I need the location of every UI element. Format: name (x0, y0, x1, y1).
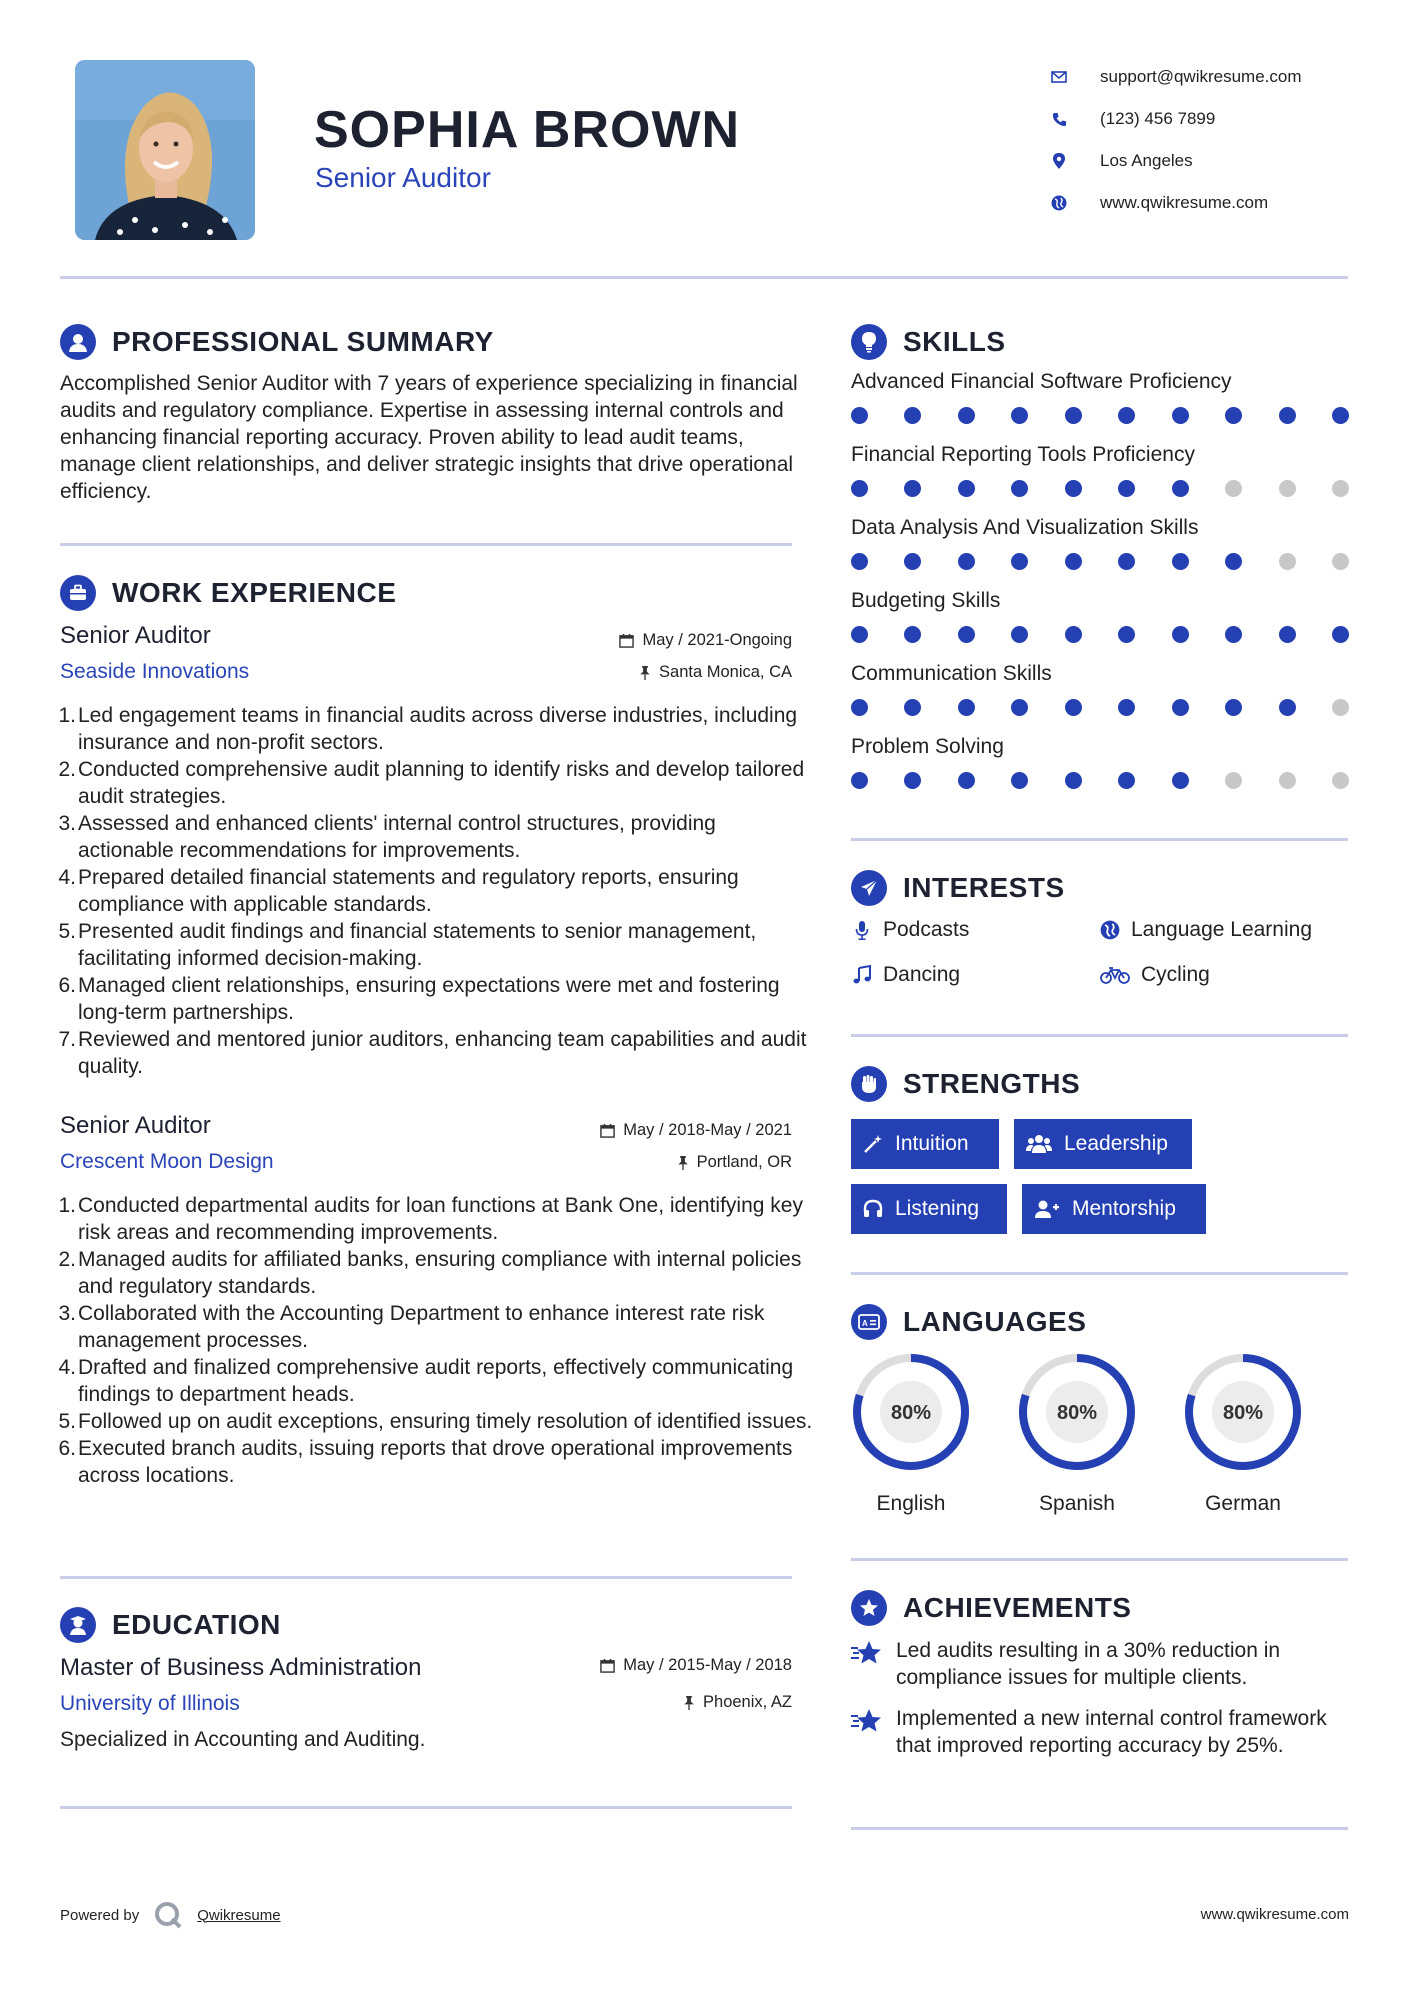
language-item (1181, 1350, 1305, 1516)
skill-name: Budgeting Skills (851, 589, 1001, 612)
education-degree: Master of Business Administration (60, 1654, 422, 1681)
summary-heading (60, 324, 494, 360)
star-icon (851, 1640, 885, 1691)
skill-dot-filled (1225, 553, 1242, 570)
skill-dot-filled (1118, 626, 1135, 643)
education-dates-text: May / 2015-May / 2018 (623, 1656, 792, 1674)
job-1-location-text: Santa Monica, CA (659, 663, 792, 681)
job-1-location (639, 663, 792, 682)
interest-label: Podcasts (883, 918, 970, 941)
graduate-icon (60, 1607, 96, 1643)
skill-dot-empty (1332, 553, 1349, 570)
powered-by-text: Powered by (60, 1906, 140, 1924)
skill-dot-filled (1065, 772, 1082, 789)
user-plus-icon (1034, 1199, 1060, 1219)
experience-title: WORK EXPERIENCE (112, 577, 397, 608)
summary-divider (60, 543, 792, 546)
contact-location-text: Los Angeles (1100, 151, 1193, 170)
skill-dot-filled (904, 772, 921, 789)
skill-dot-filled (1011, 553, 1028, 570)
language-ring (1181, 1350, 1305, 1474)
skills-heading (851, 324, 1006, 360)
map-pin-icon (1050, 152, 1068, 170)
skill-rating (851, 624, 1349, 644)
skill-dot-filled (904, 626, 921, 643)
strengths-divider (851, 1272, 1348, 1275)
paper-plane-icon (851, 870, 887, 906)
interests-heading (851, 870, 1065, 906)
strength-tag-listening (851, 1184, 1007, 1234)
briefcase-icon (60, 575, 96, 611)
calendar-icon (619, 633, 634, 648)
skill-rating (851, 478, 1349, 498)
skill-dot-filled (851, 480, 868, 497)
skill-dot-filled (958, 699, 975, 716)
strength-label: Mentorship (1072, 1197, 1176, 1220)
profile-photo (75, 60, 255, 240)
headphones-icon (863, 1199, 883, 1219)
skill-rating (851, 551, 1349, 571)
interest-item-podcasts (851, 918, 969, 942)
skill-dot-filled (1118, 772, 1135, 789)
language-percent: 80% (1222, 1402, 1264, 1424)
skill-dot-filled (1065, 553, 1082, 570)
list-item: 3. Collaborated with the Accounting Department to enhance interest rate risk management processes. (58, 1302, 765, 1352)
music-note-icon (851, 964, 873, 986)
skill-dot-filled (1065, 626, 1082, 643)
skill-dot-filled (1118, 553, 1135, 570)
skill-rating (851, 405, 1349, 425)
skill-dot-filled (958, 480, 975, 497)
achievements-heading (851, 1590, 1131, 1626)
contact-list (1050, 56, 1370, 224)
skill-dot-filled (1118, 407, 1135, 424)
achievements-title: ACHIEVEMENTS (903, 1592, 1132, 1623)
skill-dot-filled (1011, 772, 1028, 789)
language-ring (1015, 1350, 1139, 1474)
skill-dot-filled (1118, 480, 1135, 497)
skill-dot-filled (958, 626, 975, 643)
calendar-icon (600, 1658, 615, 1673)
skill-name: Financial Reporting Tools Proficiency (851, 443, 1195, 466)
contact-phone[interactable] (1050, 98, 1370, 140)
job-2-title: Senior Auditor (60, 1112, 211, 1139)
language-item (1015, 1350, 1139, 1516)
language-percent: 80% (1056, 1402, 1098, 1424)
job-2-dates (600, 1121, 792, 1140)
bicycle-icon (1099, 964, 1131, 986)
skill-dot-filled (851, 772, 868, 789)
skill-name: Data Analysis And Visualization Skills (851, 516, 1199, 539)
language-item (849, 1350, 973, 1516)
education-dates (600, 1656, 792, 1675)
achievements-divider (851, 1827, 1348, 1830)
language-name: English (876, 1492, 946, 1515)
skill-dot-empty (1332, 480, 1349, 497)
globe-icon (1099, 919, 1121, 941)
skill-dot-filled (1279, 626, 1296, 643)
skill-dot-filled (1172, 480, 1189, 497)
candidate-name: SOPHIA BROWN (314, 101, 741, 159)
skills-title: SKILLS (903, 326, 1006, 357)
contact-website-text: www.qwikresume.com (1100, 193, 1269, 212)
skill-dot-filled (904, 699, 921, 716)
language-name: Spanish (1039, 1492, 1115, 1515)
skill-dot-filled (1172, 699, 1189, 716)
skill-dot-empty (1332, 699, 1349, 716)
skill-dot-filled (1118, 699, 1135, 716)
skill-dot-empty (1279, 480, 1296, 497)
education-location-text: Phoenix, AZ (703, 1693, 792, 1711)
skill-dot-empty (1225, 480, 1242, 497)
skill-dot-filled (1279, 699, 1296, 716)
strength-tag-intuition (851, 1119, 999, 1169)
pushpin-icon (683, 1695, 695, 1710)
calendar-icon (600, 1123, 615, 1138)
contact-phone-text: (123) 456 7899 (1100, 109, 1216, 128)
skill-name: Advanced Financial Software Proficiency (851, 370, 1232, 393)
list-item: 6. Executed branch audits, issuing reports that drove operational improvements across locations. (58, 1437, 793, 1487)
interests-divider (851, 1034, 1348, 1037)
magic-wand-icon (863, 1134, 883, 1154)
list-item: 5. Presented audit findings and financial statements to senior management, facilitating informed decision-making. (58, 920, 757, 970)
skill-dot-filled (1065, 480, 1082, 497)
skill-name: Communication Skills (851, 662, 1052, 685)
contact-website[interactable] (1050, 182, 1370, 224)
skill-dot-filled (1011, 480, 1028, 497)
skill-dot-empty (1279, 772, 1296, 789)
skill-dot-filled (1011, 699, 1028, 716)
star-icon (851, 1708, 885, 1759)
list-item: 6. Managed client relationships, ensuring expectations were met and fostering long-term partnerships. (58, 974, 780, 1024)
skill-dot-filled (1225, 699, 1242, 716)
language-percent: 80% (890, 1402, 932, 1424)
job-1-dates (619, 631, 792, 650)
list-item: 1. Conducted departmental audits for loan functions at Bank One, identifying key risk areas and recommending improvements. (58, 1194, 803, 1244)
skill-dot-filled (851, 553, 868, 570)
footer-powered-by (60, 1900, 281, 1930)
skill-dot-filled (958, 553, 975, 570)
pushpin-icon (639, 665, 651, 680)
skill-dot-filled (1172, 772, 1189, 789)
education-location (683, 1693, 792, 1712)
skill-dot-empty (1225, 772, 1242, 789)
strength-label: Intuition (895, 1132, 969, 1155)
lightbulb-icon (851, 324, 887, 360)
strength-tag-leadership (1014, 1119, 1192, 1169)
job-2-dates-text: May / 2018-May / 2021 (623, 1121, 792, 1139)
education-title: EDUCATION (112, 1609, 281, 1640)
list-item: 7. Reviewed and mentored junior auditors, enhancing team capabilities and audit quality. (58, 1028, 807, 1078)
skill-dot-filled (851, 626, 868, 643)
skill-dot-filled (1332, 407, 1349, 424)
skill-dot-filled (1279, 407, 1296, 424)
envelope-icon (1050, 68, 1068, 86)
header-divider (60, 276, 1348, 279)
skill-dot-filled (1172, 407, 1189, 424)
interests-title: INTERESTS (903, 872, 1065, 903)
job-2-bullets (55, 1192, 815, 1489)
skill-dot-filled (1011, 626, 1028, 643)
skills-divider (851, 838, 1348, 841)
strengths-title: STRENGTHS (903, 1068, 1081, 1099)
languages-heading (851, 1304, 1086, 1340)
skill-dot-filled (1172, 626, 1189, 643)
contact-email-text: support@qwikresume.com (1100, 67, 1302, 86)
skill-dot-filled (904, 480, 921, 497)
skill-name: Problem Solving (851, 735, 1004, 758)
education-school: University of Illinois (60, 1692, 240, 1715)
interest-item-language-learning (1099, 918, 1312, 942)
list-item: 4. Prepared detailed financial statements and regulatory reports, ensuring compliance with applicable standards. (58, 866, 739, 916)
achievement-text: Led audits resulting in a 30% reduction in compliance issues for multiple clients. (896, 1639, 1281, 1689)
interest-label: Cycling (1141, 963, 1210, 986)
raised-fist-icon (851, 1066, 887, 1102)
skill-dot-filled (851, 407, 868, 424)
experience-divider (60, 1576, 792, 1579)
skill-rating (851, 697, 1349, 717)
experience-heading (60, 575, 396, 611)
user-icon (60, 324, 96, 360)
achievement-item (851, 1705, 1351, 1759)
skill-dot-filled (1332, 626, 1349, 643)
pushpin-icon (677, 1155, 689, 1170)
globe-icon (1050, 194, 1068, 212)
phone-icon (1050, 110, 1068, 128)
interest-label: Language Learning (1131, 918, 1313, 941)
achievement-text: Implemented a new internal control framework that improved reporting accuracy by 25%. (896, 1707, 1327, 1757)
skill-dot-filled (1225, 407, 1242, 424)
svg-text:A: A (862, 1319, 869, 1328)
list-item: 2. Conducted comprehensive audit planning to identify risks and develop tailored audit strategies. (58, 758, 805, 808)
languages-title: LANGUAGES (903, 1306, 1087, 1337)
skill-dot-filled (1225, 626, 1242, 643)
languages-divider (851, 1558, 1348, 1561)
interest-item-dancing (851, 963, 960, 987)
skill-dot-empty (1332, 772, 1349, 789)
strength-tag-mentorship (1022, 1184, 1206, 1234)
skill-dot-filled (958, 407, 975, 424)
list-item: 4. Drafted and finalized comprehensive audit reports, effectively communicating findings to department heads. (58, 1356, 794, 1406)
job-1-company: Seaside Innovations (60, 660, 250, 683)
job-2-company: Crescent Moon Design (60, 1150, 274, 1173)
education-divider (60, 1806, 792, 1809)
job-2-location (677, 1153, 792, 1172)
footer-url[interactable]: www.qwikresume.com (1200, 1906, 1349, 1923)
microphone-icon (851, 919, 873, 941)
qwikresume-logo-icon (153, 1900, 183, 1930)
skill-dot-filled (904, 553, 921, 570)
skill-dot-filled (904, 407, 921, 424)
contact-email[interactable] (1050, 56, 1370, 98)
list-item: 3. Assessed and enhanced clients' internal control structures, providing actionable recommendations for improvements. (58, 812, 716, 862)
list-item: 5. Followed up on audit exceptions, ensuring timely resolution of identified issues. (58, 1410, 813, 1433)
skill-dot-filled (851, 699, 868, 716)
skill-dot-empty (1279, 553, 1296, 570)
achievement-item (851, 1637, 1351, 1691)
job-1-bullets (55, 702, 815, 1080)
qwikresume-link[interactable]: Qwikresume (197, 1906, 281, 1924)
star-badge-icon (851, 1590, 887, 1626)
interest-item-cycling (1099, 963, 1210, 987)
list-item: 1. Led engagement teams in financial audits across diverse industries, including insurance and non-profit sectors. (58, 704, 798, 754)
skill-rating (851, 770, 1349, 790)
job-1-title: Senior Auditor (60, 622, 211, 649)
contact-location (1050, 140, 1370, 182)
job-2-location-text: Portland, OR (696, 1153, 792, 1171)
list-item: 2. Managed audits for affiliated banks, ensuring compliance with internal policies and regulatory standards. (58, 1248, 802, 1298)
skill-dot-filled (1065, 699, 1082, 716)
education-heading (60, 1607, 281, 1643)
skill-dot-filled (1011, 407, 1028, 424)
language-name: German (1205, 1492, 1281, 1515)
candidate-headline: Senior Auditor (315, 162, 491, 193)
language-ring (849, 1350, 973, 1474)
job-1-dates-text: May / 2021-Ongoing (642, 631, 792, 649)
strengths-heading (851, 1066, 1080, 1102)
skill-dot-filled (1065, 407, 1082, 424)
education-description: Specialized in Accounting and Auditing. (60, 1728, 426, 1751)
users-icon (1026, 1134, 1052, 1154)
strength-label: Leadership (1064, 1132, 1168, 1155)
summary-text: Accomplished Senior Auditor with 7 years of experience specializing in financial audits and regulatory compliance. Expertise in assessing internal controls and enhancing financial reporting accuracy. Proven ability to lead audit teams, manage client relationships, and deliver strategic insights that drive operational efficiency. (60, 372, 798, 503)
strength-label: Listening (895, 1197, 980, 1220)
skill-dot-filled (958, 772, 975, 789)
language-icon (851, 1304, 887, 1340)
interest-label: Dancing (883, 963, 961, 986)
summary-title: PROFESSIONAL SUMMARY (112, 326, 494, 357)
skill-dot-filled (1172, 553, 1189, 570)
